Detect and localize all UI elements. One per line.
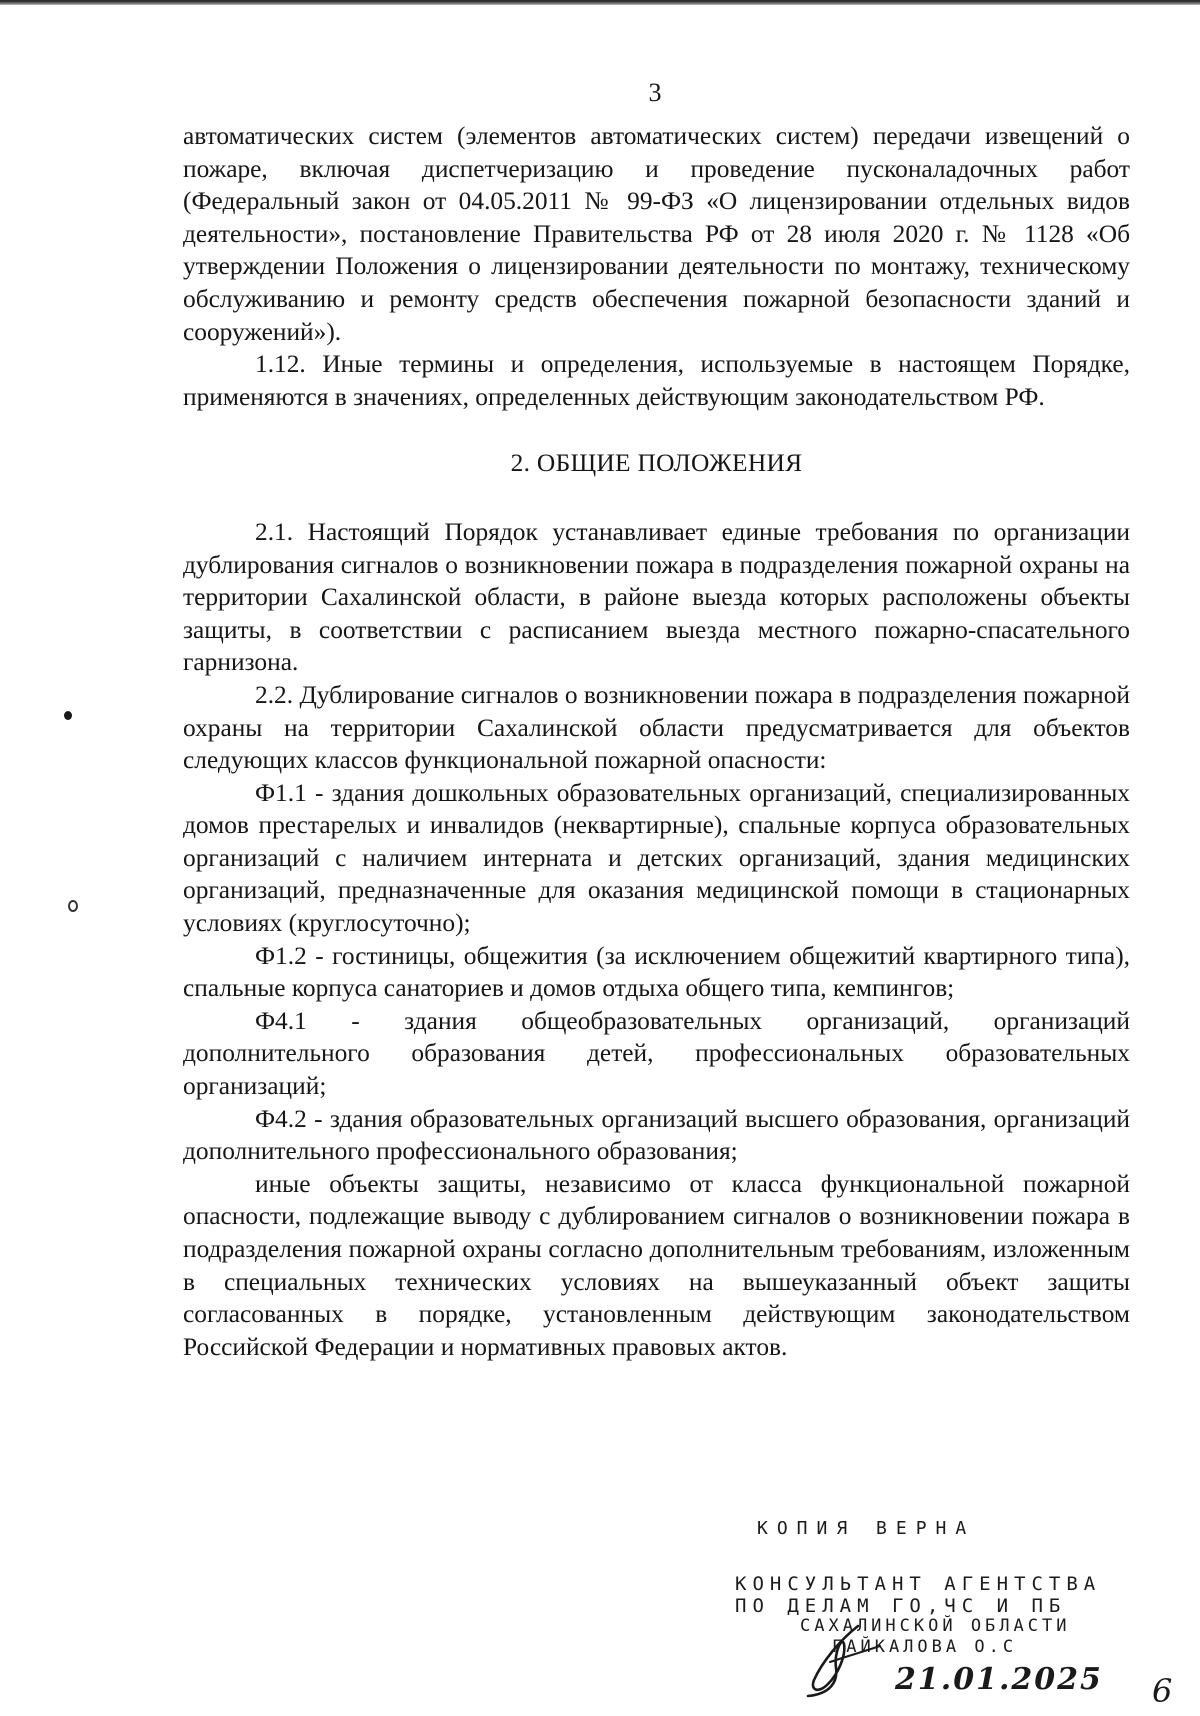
class-item-other-objects: иные объекты защиты, независимо от класса функциональной пожарной опасности, подлежащие выводу с дублированием сигналов о возникновении пожара в подразделения пожарной охраны согласно дополнительным требованиям, изложенным в специальных технических условиях на вышеуказанный объект защиты согласованных в порядке, установленным действующим законодательством Российской Федерации и нормативных правовых актов. xyxy=(183,1169,1130,1361)
stamp-position-line: КОНСУЛЬТАНТ АГЕНТСТВА xyxy=(735,1573,1102,1595)
stamp-date: 21.01.2025 xyxy=(895,1662,1103,1697)
class-item-f4-2: Ф4.2 - здания образовательных организаций высшего образования, организаций дополнительного профессионального образования; xyxy=(183,1104,1130,1166)
stamp-name-line: ГАЙКАЛОВА О.С xyxy=(832,1637,1018,1657)
handwritten-sheet-number: 6 xyxy=(1152,1672,1173,1710)
paragraph-2-1: 2.1. Настоящий Порядок устанавливает единые требования по организации дублирования сигналов о возникновении пожара в подразделения пожарной охраны на территории Сахалинской области, в районе выезда которых расположены объекты защиты, в соответствии с расписанием выезда местного пожарно-спасательного гарнизона. xyxy=(183,517,1130,677)
document-body xyxy=(183,120,1130,1363)
class-item-f1-2: Ф1.2 - гостиницы, общежития (за исключением общежитий квартирного типа), спальные корпуса санаториев и домов отдыха общего типа, кемпингов; xyxy=(183,941,1130,1003)
scan-speck xyxy=(64,711,72,720)
stamp-region-line: САХАЛИНСКОЙ ОБЛАСТИ xyxy=(800,1616,1071,1636)
page-number: 3 xyxy=(648,78,662,107)
scan-speck xyxy=(68,900,78,912)
class-item-f4-1: Ф4.1 - здания общеобразовательных организаций, организаций дополнительного образования детей, профессиональных образовательных организаций; xyxy=(183,1006,1130,1101)
stamp-copy-certified: КОПИЯ ВЕРНА xyxy=(757,1518,976,1539)
scan-top-edge xyxy=(0,0,1200,5)
section-heading: 2. ОБЩИЕ ПОЛОЖЕНИЯ xyxy=(510,449,803,478)
paragraph-licensing: автоматических систем (элементов автоматических систем) передачи извещений о пожаре, включая диспетчеризацию и проведение пусконаладочных работ (Федеральный закон от 04.05.2011 № 99-ФЗ «О лицензировании отдельных видов деятельности», постановление Правительства РФ от 28 июля 2020 г. № 1128 «Об утверждении Положения о лицензировании деятельности по монтажу, техническому обслуживанию и ремонту средств обеспечения пожарной безопасности зданий и сооружений»). xyxy=(183,122,1130,346)
paragraph-1-12: 1.12. Иные термины и определения, используемые в настоящем Порядке, применяются в значениях, определенных действующим законодательством РФ. xyxy=(183,350,1130,411)
class-item-f1-1: Ф1.1 - здания дошкольных образовательных организаций, специализированных домов престарелых и инвалидов (неквартирные), спальные корпуса образовательных организаций с наличием интерната и детских организаций, здания медицинских организаций, предназначенные для оказания медицинской помощи в стационарных условиях (круглосуточно); xyxy=(183,778,1130,938)
stamp-agency-line: ПО ДЕЛАМ ГО,ЧС И ПБ xyxy=(735,1595,1067,1617)
signature-icon xyxy=(800,1622,890,1702)
paragraph-2-2: 2.2. Дублирование сигналов о возникновении пожара в подразделения пожарной охраны на территории Сахалинской области предусматривается для объектов следующих классов функциональной пожарной опасности: xyxy=(183,680,1130,775)
